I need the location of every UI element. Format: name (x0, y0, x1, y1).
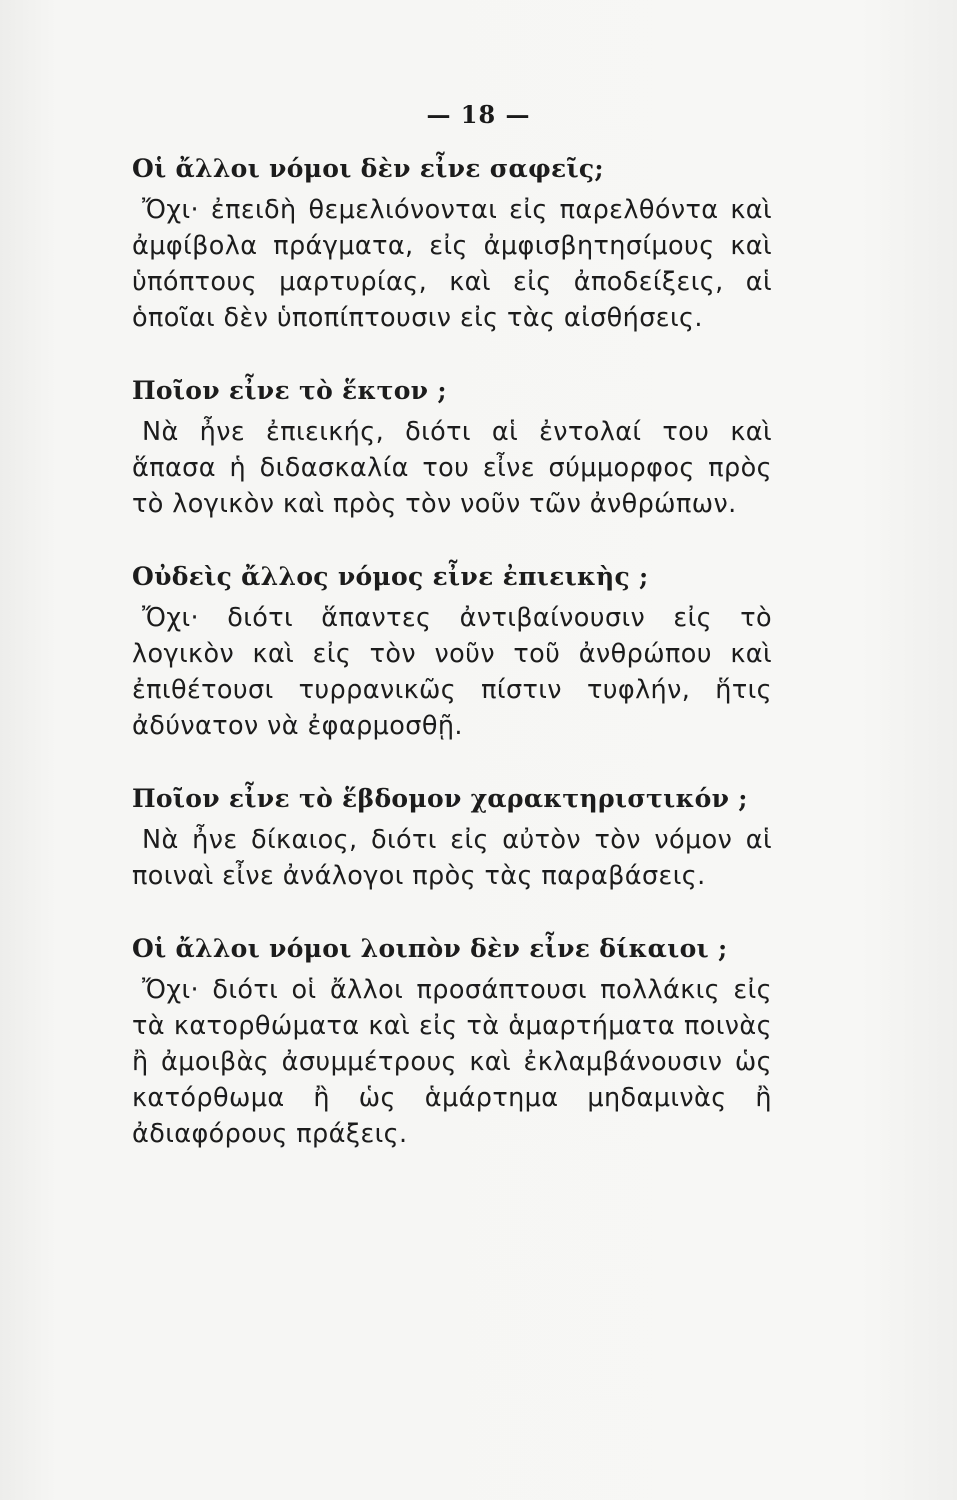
answer-paragraph: Ὄχι· διότι ἅπαντες ἀντιβαίνουσιν εἰς τὸ λογικὸν καὶ εἰς τὸν νοῦν τοῦ ἀνθρώπου καὶ ἐπιθέτουσι τυρρανικῶς πίστιν τυφλήν, ἥτις ἀδύνατον νὰ ἐφαρμοσθῇ. (132, 603, 772, 741)
question-heading: Οὐδεὶς ἄλλος νόμος εἶνε ἐπιεικὴς ; (132, 562, 649, 591)
answer-paragraph: Νὰ ἦνε ἐπιεικής, διότι αἱ ἐντολαί του καὶ ἅπασα ἡ διδασκαλία του εἶνε σύμμορφος πρὸς τὸ λογικὸν καὶ πρὸς τὸν νοῦν τῶν ἀνθρώπων. (132, 417, 772, 519)
answer-paragraph: Νὰ ἦνε δίκαιος, διότι εἰς αὐτὸν τὸν νόμον αἱ ποιναὶ εἶνε ἀνάλογοι πρὸς τὰς παραβάσεις. (132, 825, 772, 891)
answer-paragraph: Ὄχι· διότι οἱ ἄλλοι προσάπτουσι πολλάκις εἰς τὰ κατορθώματα καὶ εἰς τὰ ἁμαρτήματα ποινὰς ἢ ἀμοιβὰς ἀσυμμέτρους καὶ ἐκλαμβάνουσιν ὡς κατόρθωμα ἢ ὡς ἁμάρτημα μηδαμινὰς ἢ ἀδιαφόρους πράξεις. (132, 975, 772, 1149)
page-number: — 18 — (426, 100, 531, 129)
qa-block (132, 558, 772, 744)
qa-block (132, 150, 772, 336)
qa-block (132, 372, 772, 522)
answer-paragraph: Ὄχι· ἐπειδὴ θεμελιόνονται εἰς παρελθόντα καὶ ἀμφίβολα πράγματα, εἰς ἀμφισβητησίμους καὶ ὑπόπτους μαρτυρίας, καὶ εἰς ἀποδείξεις, αἱ ὁποῖαι δὲν ὑποπίπτουσιν εἰς τὰς αἰσθήσεις. (132, 195, 772, 333)
question-heading: Οἱ ἄλλοι νόμοι δὲν εἶνε σαφεῖς; (132, 154, 604, 183)
question-heading: Ποῖον εἶνε τὸ ἕκτον ; (132, 376, 447, 405)
question-heading: Ποῖον εἶνε τὸ ἕβδομον χαρακτηριστικόν ; (132, 784, 748, 813)
question-heading: Οἱ ἄλλοι νόμοι λοιπὸν δὲν εἶνε δίκαιοι ; (132, 934, 728, 963)
qa-block (132, 780, 772, 894)
qa-block (132, 930, 772, 1152)
page-body (132, 150, 772, 1188)
